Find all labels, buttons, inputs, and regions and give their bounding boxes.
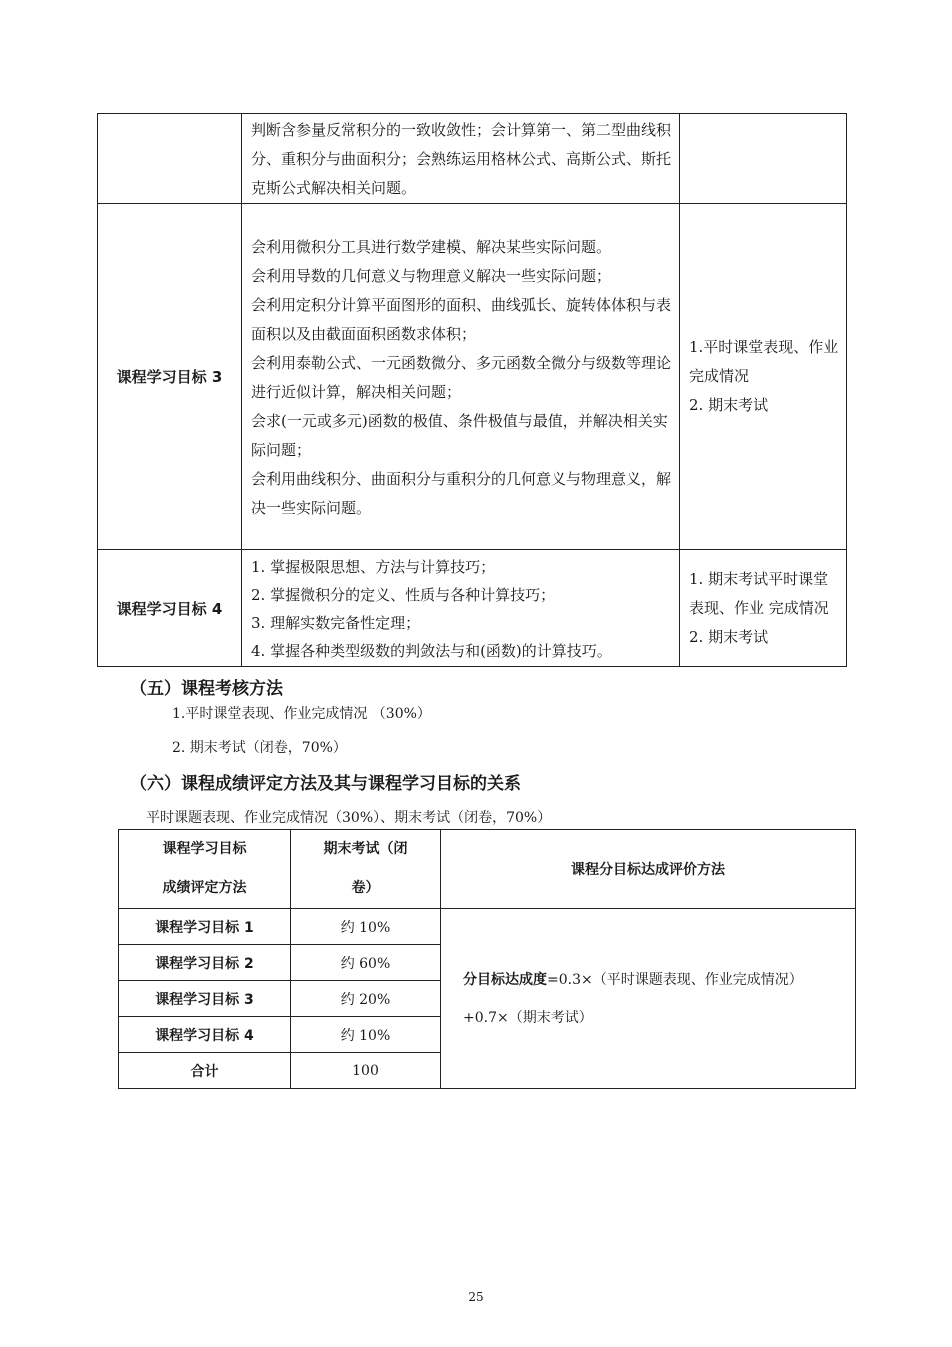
content-paragraph: 2. 掌握微积分的定义、性质与各种计算技巧； xyxy=(251,586,556,604)
section-5-heading: （五）课程考核方法 xyxy=(130,679,283,699)
section-6-heading: （六）课程成绩评定方法及其与课程学习目标的关系 xyxy=(130,774,521,794)
objective-label: 课程学习目标 3 xyxy=(98,204,242,550)
objective-content xyxy=(242,114,680,204)
goal-cell: 课程学习目标 1 xyxy=(119,909,291,945)
content-paragraph: 3. 理解实数完备性定理； xyxy=(251,614,421,632)
goal-cell: 课程学习目标 2 xyxy=(119,945,291,981)
objective-label xyxy=(98,114,242,204)
assessment-item-1: 1.平时课堂表现、作业完成情况 （30%） xyxy=(172,706,431,722)
evaluation-method-cell xyxy=(441,909,856,1089)
exam-weight-cell: 约 60% xyxy=(291,945,441,981)
header-final-exam xyxy=(291,830,441,909)
assessment-item: 1.平时课堂表现、作业完成情况 xyxy=(689,338,839,385)
content-paragraph: 判断含参量反常积分的一致收敛性；会计算第一、第二型曲线积分、重积分与曲面积分；会熟练运用格林公式、高斯公式、斯托克斯公式解决相关问题。 xyxy=(251,121,672,197)
table-row xyxy=(98,204,847,550)
content-paragraph: 会利用定积分计算平面图形的面积、曲线弧长、旋转体体积与表面积以及由截面面积函数求体积； xyxy=(251,295,672,343)
header-text: 课程学习目标 xyxy=(162,841,247,857)
assessment-item: 1. 期末考试平时课堂表现、作业 完成情况 xyxy=(689,569,829,617)
header-goal-method xyxy=(119,830,291,909)
section-6-intro: 平时课题表现、作业完成情况（30%）、期末考试（闭卷，70%） xyxy=(146,810,552,826)
assessment-cell xyxy=(680,550,847,667)
table-row xyxy=(98,114,847,204)
method-formula: =0.3×（平时课题表现、作业完成情况）+0.7×（期末考试） xyxy=(463,971,803,1026)
objective-content xyxy=(242,204,680,550)
assessment-cell xyxy=(680,204,847,550)
table-row xyxy=(98,550,847,667)
content-paragraph: 会求(一元或多元)函数的极值、条件极值与最值，并解决相关实际问题； xyxy=(251,411,668,459)
header-evaluation-method: 课程分目标达成评价方法 xyxy=(441,830,856,909)
table-row xyxy=(119,909,856,945)
exam-weight-cell: 约 10% xyxy=(291,1017,441,1053)
total-value-cell: 100 xyxy=(291,1053,441,1089)
content-paragraph: 会利用泰勒公式、一元函数微分、多元函数全微分与级数等理论进行近似计算，解决相关问题； xyxy=(251,353,672,401)
objective-label: 课程学习目标 4 xyxy=(98,550,242,667)
assessment-item-2: 2. 期末考试（闭卷，70%） xyxy=(172,740,347,756)
content-paragraph: 4. 掌握各种类型级数的判敛法与和(函数)的计算技巧。 xyxy=(251,642,612,660)
content-paragraph: 会利用曲线积分、曲面积分与重积分的几何意义与物理意义，解决一些实际问题。 xyxy=(251,469,672,517)
header-text: 成绩评定方法 xyxy=(162,880,247,896)
goal-cell: 课程学习目标 4 xyxy=(119,1017,291,1053)
table-header-row xyxy=(119,830,856,909)
grading-table xyxy=(118,829,856,1089)
goal-cell: 课程学习目标 3 xyxy=(119,981,291,1017)
method-label: 分目标达成度 xyxy=(463,971,547,988)
objective-content xyxy=(242,550,680,667)
content-paragraph: 会利用微积分工具进行数学建模、解决某些实际问题。 xyxy=(251,237,612,256)
assessment-item: 2. 期末考试 xyxy=(689,396,769,414)
header-text: 卷） xyxy=(351,880,380,896)
course-objectives-table xyxy=(97,113,847,667)
content-paragraph: 会利用导数的几何意义与物理意义解决一些实际问题； xyxy=(251,266,612,285)
total-label-cell: 合计 xyxy=(119,1053,291,1089)
exam-weight-cell: 约 20% xyxy=(291,981,441,1017)
header-text: 期末考试（闭 xyxy=(323,841,408,857)
page-number: 25 xyxy=(468,1290,484,1304)
content-paragraph: 1. 掌握极限思想、方法与计算技巧； xyxy=(251,558,496,576)
exam-weight-cell: 约 10% xyxy=(291,909,441,945)
assessment-cell xyxy=(680,114,847,204)
assessment-item: 2. 期末考试 xyxy=(689,627,769,646)
